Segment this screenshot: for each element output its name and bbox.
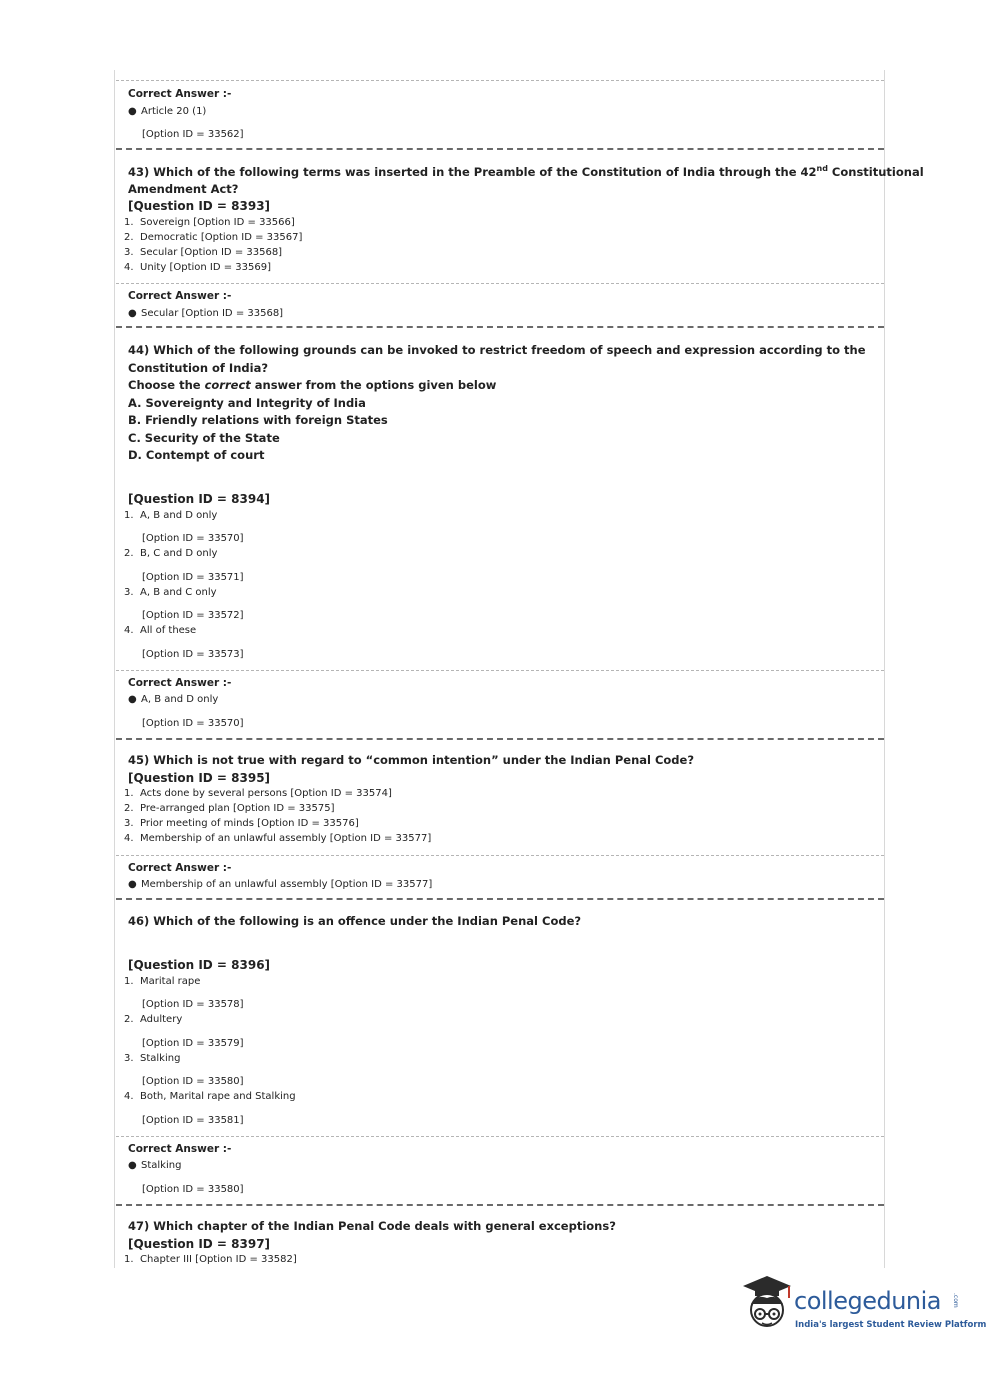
- option-id: [Option ID = 33570]: [142, 533, 244, 544]
- statement-c: C. Security of the State: [128, 431, 280, 445]
- separator: [116, 283, 884, 284]
- question-44-text-line2: Constitution of India?: [128, 361, 269, 375]
- correct-answer: [128, 106, 206, 117]
- option-item: 2. B, C and D only: [124, 548, 218, 559]
- question-separator: [116, 148, 884, 150]
- option-item: 2. Adultery: [124, 1014, 183, 1025]
- correct-answer-label: Correct Answer :-: [128, 290, 232, 302]
- answer-text: Stalking: [141, 1160, 182, 1171]
- option-item: 4. All of these: [124, 625, 197, 636]
- statement-a: A. Sovereignty and Integrity of India: [128, 396, 366, 410]
- option-id: [Option ID = 33573]: [142, 649, 244, 660]
- question-45-id: [Question ID = 8395]: [128, 771, 271, 785]
- option-item: 3. A, B and C only: [124, 587, 217, 598]
- brand-tagline: India's largest Student Review Platform: [795, 1320, 987, 1330]
- correct-answer-label: Correct Answer :-: [128, 677, 232, 689]
- question-43-id: [Question ID = 8393]: [128, 199, 271, 213]
- answer-text: Secular [Option ID = 33568]: [141, 308, 284, 319]
- question-43-text-line2: Amendment Act?: [128, 182, 239, 196]
- bullet-icon: ●: [128, 694, 137, 705]
- question-45-text: 45) Which is not true with regard to “common intention” under the Indian Penal Code?: [128, 753, 695, 767]
- option-item: 2. Pre-arranged plan [Option ID = 33575]: [124, 803, 335, 814]
- collegedunia-logo-icon: [735, 1268, 795, 1338]
- option-id: [Option ID = 33581]: [142, 1115, 244, 1126]
- question-44-id: [Question ID = 8394]: [128, 492, 271, 506]
- option-item: 1. Acts done by several persons [Option ID = 33574]: [124, 788, 392, 799]
- correct-answer-label: Correct Answer :-: [128, 88, 232, 100]
- question-separator: [116, 898, 884, 900]
- separator: [116, 855, 884, 856]
- statement-d: D. Contempt of court: [128, 448, 265, 462]
- option-item: 4. Both, Marital rape and Stalking: [124, 1091, 296, 1102]
- option-item: 1. Sovereign [Option ID = 33566]: [124, 217, 295, 228]
- bullet-icon: ●: [128, 308, 137, 319]
- option-item: 1. Marital rape: [124, 976, 201, 987]
- question-47-id: [Question ID = 8397]: [128, 1237, 271, 1251]
- answer-option-id: [Option ID = 33562]: [142, 129, 244, 140]
- question-separator: [116, 1204, 884, 1206]
- answer-option-id: [Option ID = 33580]: [142, 1184, 244, 1195]
- separator: [116, 80, 884, 81]
- question-44-text: 44) Which of the following grounds can be invoked to restrict freedom of speech and expression according to the: [128, 343, 866, 357]
- question-46-id: [Question ID = 8396]: [128, 958, 271, 972]
- option-item: 2. Democratic [Option ID = 33567]: [124, 232, 303, 243]
- question-44-instruction: Choose the correct answer from the options given below: [128, 378, 497, 392]
- option-id: [Option ID = 33579]: [142, 1038, 244, 1049]
- answer-option-id: [Option ID = 33570]: [142, 718, 244, 729]
- answer-text: Membership of an unlawful assembly [Option ID = 33577]: [141, 879, 433, 890]
- correct-answer-label: Correct Answer :-: [128, 862, 232, 874]
- bullet-icon: ●: [128, 879, 137, 890]
- option-item: 1. A, B and D only: [124, 510, 218, 521]
- answer-text: A, B and D only: [141, 694, 219, 705]
- option-item: 1. Chapter III [Option ID = 33582]: [124, 1254, 297, 1265]
- option-item: 3. Stalking: [124, 1053, 181, 1064]
- correct-answer: [128, 308, 283, 319]
- option-id: [Option ID = 33580]: [142, 1076, 244, 1087]
- separator: [116, 1136, 884, 1137]
- option-id: [Option ID = 33572]: [142, 610, 244, 621]
- brand-name: collegedunia: [794, 1287, 942, 1315]
- frame-left-border: [114, 70, 115, 1268]
- answer-text: Article 20 (1): [141, 106, 207, 117]
- option-id: [Option ID = 33578]: [142, 999, 244, 1010]
- frame-right-border: [884, 70, 885, 1268]
- question-47-text: 47) Which chapter of the Indian Penal Code deals with general exceptions?: [128, 1219, 616, 1233]
- option-item: 3. Secular [Option ID = 33568]: [124, 247, 283, 258]
- bullet-icon: ●: [128, 1160, 137, 1171]
- brand-suffix: .com: [952, 1293, 959, 1308]
- correct-answer: [128, 879, 432, 890]
- correct-answer-label: Correct Answer :-: [128, 1143, 232, 1155]
- option-id: [Option ID = 33571]: [142, 572, 244, 583]
- question-43-text: 43) Which of the following terms was inserted in the Preamble of the Constitution of India through the 42nd Constitutional: [128, 164, 924, 179]
- separator: [116, 670, 884, 671]
- option-item: 3. Prior meeting of minds [Option ID = 33576]: [124, 818, 359, 829]
- question-separator: [116, 738, 884, 740]
- bullet-icon: ●: [128, 106, 137, 117]
- option-item: 4. Membership of an unlawful assembly [Option ID = 33577]: [124, 833, 432, 844]
- correct-answer: [128, 694, 218, 705]
- correct-answer: [128, 1160, 181, 1171]
- question-46-text: 46) Which of the following is an offence under the Indian Penal Code?: [128, 914, 582, 928]
- question-separator: [116, 326, 884, 328]
- statement-b: B. Friendly relations with foreign States: [128, 413, 388, 427]
- option-item: 4. Unity [Option ID = 33569]: [124, 262, 272, 273]
